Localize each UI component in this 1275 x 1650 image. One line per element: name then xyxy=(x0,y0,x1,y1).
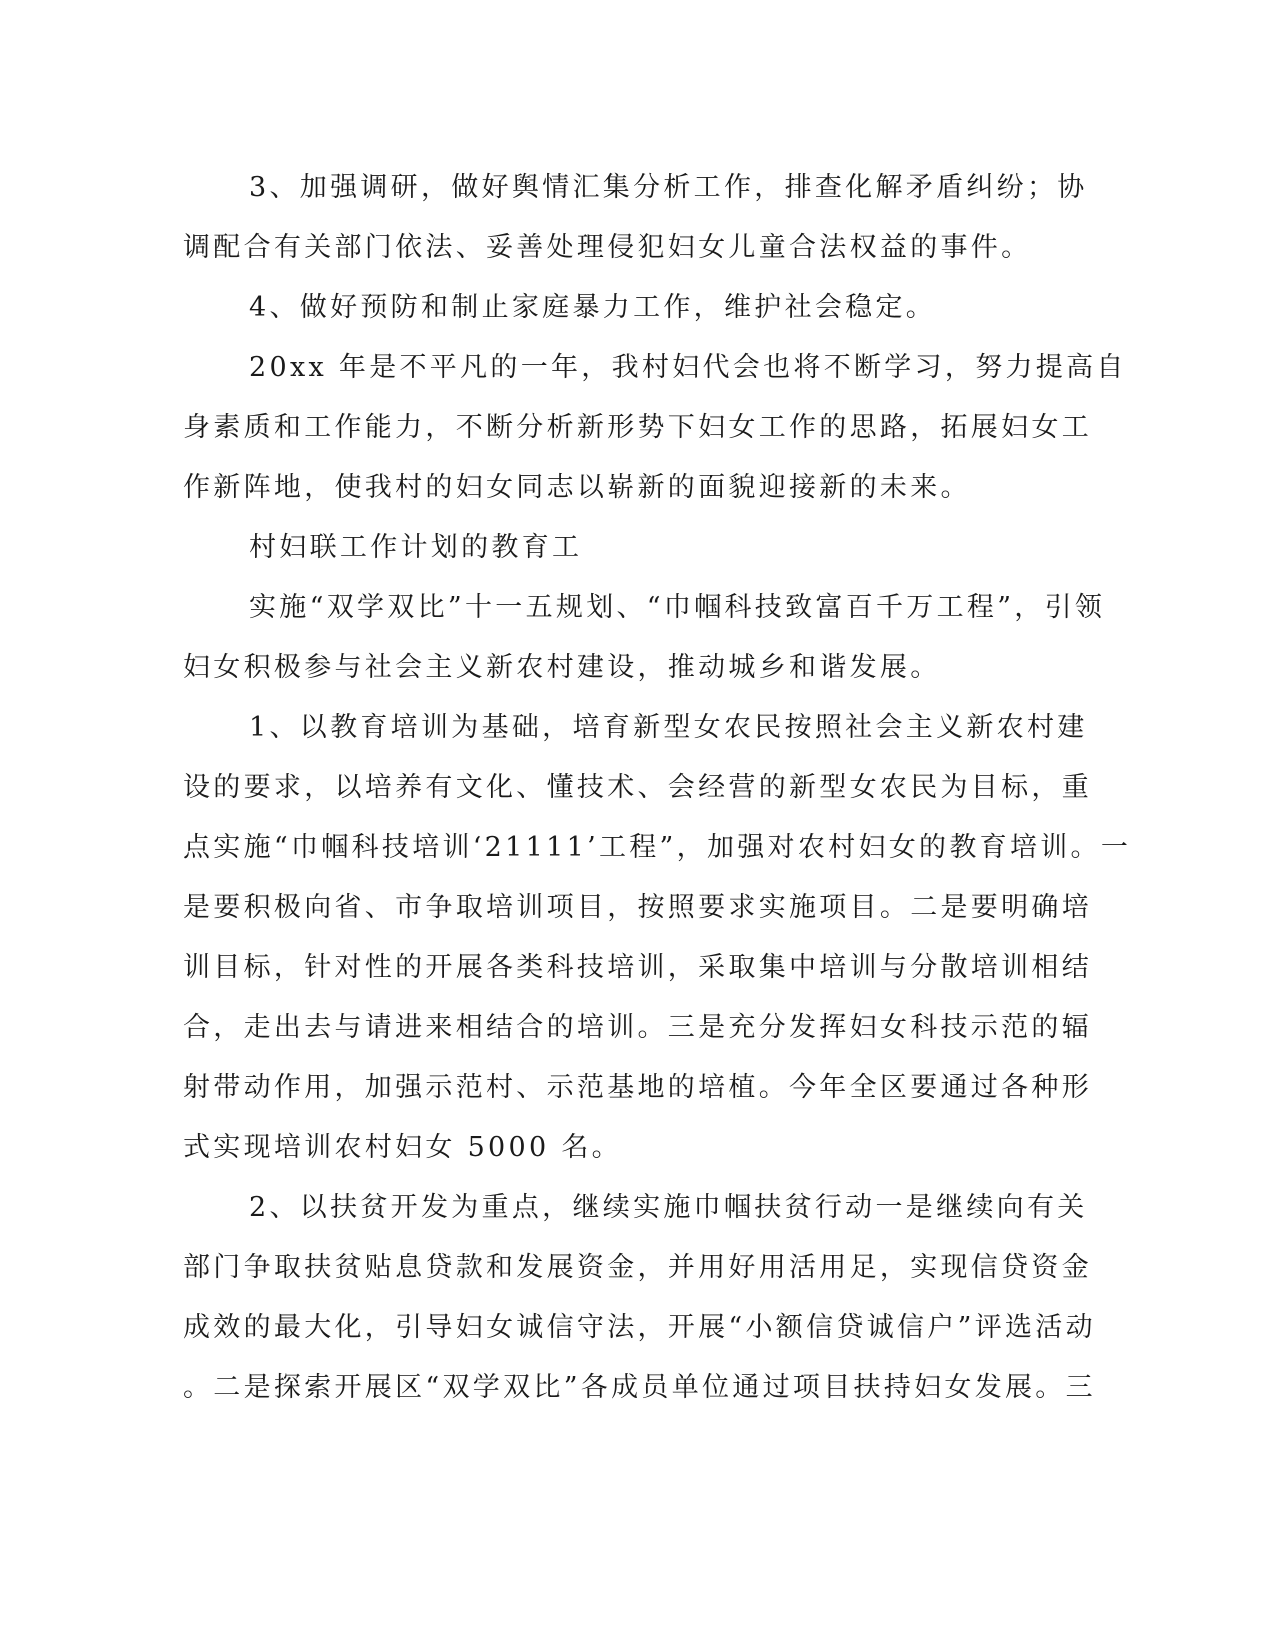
text-line: 点实施“巾帼科技培训‘21111’工程”，加强对农村妇女的教育培训。一 xyxy=(183,832,1132,863)
text-line: 调配合有关部门依法、妥善处理侵犯妇女儿童合法权益的事件。 xyxy=(183,232,1032,263)
text-line: 20xx 年是不平凡的一年，我村妇代会也将不断学习，努力提高自 xyxy=(249,352,1127,383)
document-page xyxy=(183,158,1132,1418)
text-line: 合，走出去与请进来相结合的培训。三是充分发挥妇女科技示范的辐 xyxy=(183,1012,1092,1043)
text-line: 。二是探索开展区“双学双比”各成员单位通过项目扶持妇女发展。三 xyxy=(183,1372,1096,1403)
text-line: 1、以教育培训为基础，培育新型女农民按照社会主义新农村建 xyxy=(249,712,1088,743)
text-line: 实施“双学双比”十一五规划、“巾帼科技致富百千万工程”，引领 xyxy=(249,592,1106,623)
text-line: 是要积极向省、市争取培训项目，按照要求实施项目。二是要明确培 xyxy=(183,892,1092,923)
text-line: 妇女积极参与社会主义新农村建设，推动城乡和谐发展。 xyxy=(183,652,941,683)
section-heading: 村妇联工作计划的教育工 xyxy=(249,532,583,563)
text-line: 身素质和工作能力，不断分析新形势下妇女工作的思路，拓展妇女工 xyxy=(183,412,1092,443)
text-line: 3、加强调研，做好舆情汇集分析工作，排查化解矛盾纠纷；协 xyxy=(249,172,1088,203)
text-line: 部门争取扶贫贴息贷款和发展资金，并用好用活用足，实现信贷资金 xyxy=(183,1252,1092,1283)
text-line: 设的要求，以培养有文化、懂技术、会经营的新型女农民为目标，重 xyxy=(183,772,1092,803)
text-line: 训目标，针对性的开展各类科技培训，采取集中培训与分散培训相结 xyxy=(183,952,1092,983)
text-line: 成效的最大化，引导妇女诚信守法，开展“小额信贷诚信户”评选活动 xyxy=(183,1312,1096,1343)
text-line: 4、做好预防和制止家庭暴力工作，维护社会稳定。 xyxy=(249,292,937,323)
text-line: 作新阵地，使我村的妇女同志以崭新的面貌迎接新的未来。 xyxy=(183,472,971,503)
text-line: 式实现培训农村妇女 5000 名。 xyxy=(183,1132,622,1163)
text-line: 射带动作用，加强示范村、示范基地的培植。今年全区要通过各种形 xyxy=(183,1072,1092,1103)
text-line: 2、以扶贫开发为重点，继续实施巾帼扶贫行动一是继续向有关 xyxy=(249,1192,1088,1223)
